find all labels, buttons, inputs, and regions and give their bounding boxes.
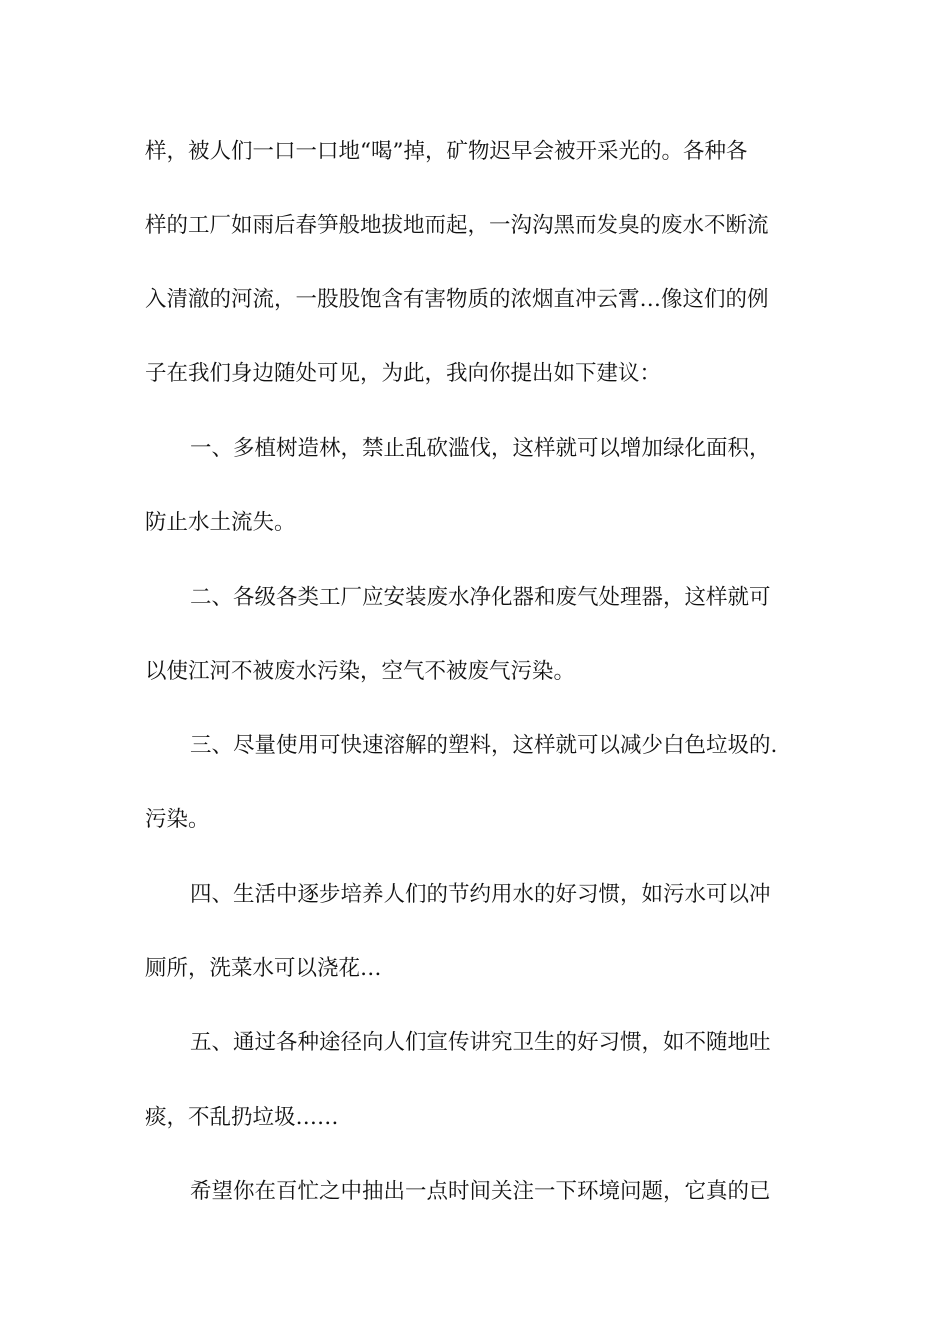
paragraph-first-line: 二、各级各类工厂应安装废水净化器和废气处理器，这样就可 [190, 585, 771, 610]
text-line: 防止水土流失。 [145, 510, 296, 535]
text-line: 厕所，洗菜水可以浇花… [145, 956, 382, 981]
paragraph-first-line: 四、生活中逐步培养人们的节约用水的好习惯，如污水可以冲 [190, 882, 771, 907]
text-line: 痰，不乱扔垃圾…… [145, 1105, 339, 1130]
text-line: 以使江河不被废水污染，空气不被废气污染。 [145, 659, 576, 684]
text-line: 污染。 [145, 807, 210, 832]
text-line: 样，被人们一口一口地“喝”掉，矿物迟早会被开采光的。各种各 [145, 139, 748, 164]
paragraph-first-line: 一、多植树造林，禁止乱砍滥伐，这样就可以增加绿化面积， [190, 436, 771, 461]
paragraph-first-line: 三、尽量使用可快速溶解的塑料，这样就可以减少白色垃圾的. [190, 733, 778, 758]
text-line: 样的工厂如雨后春笋般地拔地而起，一沟沟黑而发臭的废水不断流 [145, 213, 769, 238]
paragraph-first-line: 希望你在百忙之中抽出一点时间关注一下环境问题，它真的已 [190, 1179, 771, 1204]
text-line: 入清澈的河流，一股股饱含有害物质的浓烟直冲云霄…像这们的例 [145, 287, 769, 312]
paragraph-first-line: 五、通过各种途径向人们宣传讲究卫生的好习惯，如不随地吐 [190, 1030, 771, 1055]
text-line: 子在我们身边随处可见，为此，我向你提出如下建议： [145, 361, 662, 386]
